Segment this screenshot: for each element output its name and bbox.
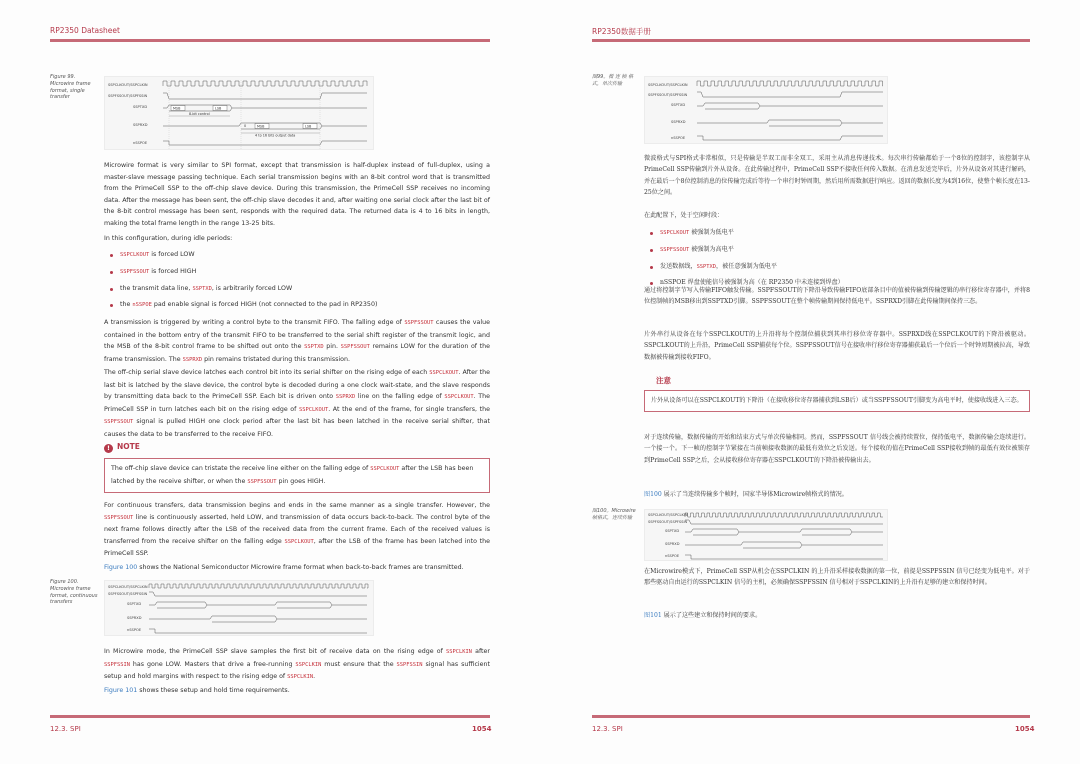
figure-100-timing-diagram xyxy=(644,509,888,561)
text-run: signal has sufficient setup and hold margins with respect to the rising edge of xyxy=(104,660,490,681)
text-run: 展示了这些建立和保持时间的要求。 xyxy=(661,612,762,619)
signal-name: SSPFSSOUT xyxy=(340,344,370,351)
signal-name: SSPFSSOUT xyxy=(104,514,134,521)
text-run: signal is pulled HIGH one clock period after the last bit has been latched in the receive serial shifter, that causes the data to be transferred to the receive FIFO. xyxy=(104,418,490,438)
list-item-text: is forced LOW xyxy=(149,251,195,258)
signal-name: SSPCLKOUT xyxy=(660,230,690,236)
footer-section: 12.3. SPI xyxy=(50,725,81,733)
list-item-text: is forced HIGH xyxy=(149,267,197,275)
list-item xyxy=(104,281,490,298)
signal-label: SSPCLKOUT/SSPCLKIN xyxy=(108,585,148,589)
figure-100-timing-diagram xyxy=(104,580,374,636)
signal-name: SSPCLKIN xyxy=(445,649,472,655)
figure-99-caption: Figure 99. Microwire frame format, single transfer xyxy=(50,74,91,101)
paragraph-figure-100-ref xyxy=(104,562,490,574)
oe-waveform xyxy=(163,141,367,145)
signal-name: SSPTXD xyxy=(192,285,212,292)
signal-label: SSPCLKOUT/SSPCLKIN xyxy=(648,83,688,87)
list-item xyxy=(644,242,1030,259)
list-item-text: 被强制为高电平 xyxy=(689,245,734,253)
figure-99-timing-diagram xyxy=(104,76,374,150)
signal-label: nSSPOE xyxy=(127,628,142,632)
signal-name: SSPCLKOUT xyxy=(120,252,150,258)
text-run: . At the end of the frame, for single transfers, the xyxy=(328,405,490,413)
paragraph-figure-101-ref xyxy=(644,610,1030,621)
signal-name: SSPCLKOUT xyxy=(429,370,459,376)
text-run: The off-chip slave device can tristate the receive line either on the falling edge of xyxy=(111,465,371,472)
list-item-text: ，被任意强制为低电平 xyxy=(716,262,777,270)
text-run: pin goes HIGH. xyxy=(276,477,326,485)
text-run: has gone LOW. Masters that drive a free-running xyxy=(129,660,296,668)
rx-data-waveform xyxy=(685,542,883,548)
text-run: A transmission is triggered by writing a control byte to the transmit FIFO. The falling edge of xyxy=(104,319,405,326)
oe-waveform xyxy=(685,555,883,559)
signal-label: SSPCLKOUT/SSPCLKIN xyxy=(648,513,688,517)
signal-name: SSPTXD xyxy=(304,344,324,351)
footer-rule xyxy=(592,715,1030,718)
rx-data-waveform xyxy=(149,616,367,622)
text-run: . xyxy=(313,673,316,681)
clock-waveform xyxy=(685,513,883,517)
footer-rule xyxy=(50,715,490,718)
signal-name: SSPCLKOUT xyxy=(444,394,474,401)
header-rule xyxy=(592,39,1030,42)
frame-select-waveform xyxy=(149,592,367,596)
paragraph-slave-sampling: 在Microwire模式下，PrimeCell SSP从机会在SSPCLKIN 的上升沿采样接收数据的第一位，前提是SSPFSSIN 信号已经变为低电平。对于那些驱动自由运行的SSPCLKIN 信号的主机，必须确保SSPFSSIN 信号相对于SSPCLKIN的上升沿有足够的建立和保持时间。 xyxy=(644,568,1030,587)
list-item xyxy=(104,297,490,314)
msb-label: MSB xyxy=(173,106,181,111)
oe-waveform xyxy=(149,629,367,633)
tx-data-waveform xyxy=(149,602,367,608)
signal-label: SSPTXD xyxy=(665,529,680,533)
note-title: NOTE xyxy=(117,442,140,451)
page-chinese xyxy=(540,0,1080,764)
text-run: , after the LSB of the frame has been latched into the PrimeCell SSP. xyxy=(104,537,490,558)
footer-section: 12.3. SPI xyxy=(592,725,623,733)
signal-name: SSPTXD xyxy=(696,263,717,270)
signal-name: SSPRXD xyxy=(182,356,203,363)
signal-label: nSSPOE xyxy=(671,136,686,140)
paragraph-microwire-intro xyxy=(104,160,490,230)
clock-waveform xyxy=(149,584,368,588)
paragraph-slave-latching xyxy=(104,367,490,441)
signal-label: nSSPOE xyxy=(133,141,148,145)
zero-bit: 0 xyxy=(244,124,247,128)
note-box xyxy=(104,458,490,493)
header-title: RP2350数据手册 xyxy=(592,27,651,36)
text-run: shows the National Semiconductor Microwire frame format when back-to-back frames are transmitted. xyxy=(137,564,464,571)
signal-label: SSPRXD xyxy=(671,120,686,124)
figure-99-svg xyxy=(105,77,375,151)
rx-data-waveform xyxy=(697,120,883,126)
clock-waveform xyxy=(697,81,883,86)
signal-label: SSPRXD xyxy=(665,542,680,546)
lsb-label: LSB xyxy=(215,106,222,111)
footer-page-number: 1054 xyxy=(472,725,492,733)
paragraph-microwire-intro: 微波格式与SPI格式非常相似，只是传输是半双工而非全双工，采用主从消息传递技术。每次串行传输都始于一个8位的控制字，该控制字从PrimeCell SSP传输到片外从设备。在此传输过程中，PrimeCell SSP不接收任何传入数据。在消息发送完毕后，片外从设备对其进行解码，并在最后一个8位控制消息的位传输完成后等待一个串行时钟周期，然后用所需数据进行响应。返回的数据长度为4到16位，使整个帧长度在13-25位之间。 xyxy=(644,155,1030,197)
idle-list xyxy=(104,247,490,314)
text-run: . The PrimeCell SSP in turn latches each bit on the rising edge of xyxy=(104,393,490,413)
text-run: must ensure that the xyxy=(321,660,397,668)
signal-name: SSPCLKOUT xyxy=(370,466,400,472)
figure-100-svg xyxy=(105,581,375,637)
text-run: In Microwire mode, the PrimeCell SSP slave samples the first bit of receive data on the rising edge of xyxy=(104,648,446,655)
list-item-text: nSSPOE 焊盘使能信号被强制为高（在 RP2350 中未连接到焊盘） xyxy=(660,279,844,287)
signal-name: SSPFSSOUT xyxy=(660,246,690,253)
signal-label: SSPRXD xyxy=(133,123,148,127)
list-item-text: pad enable signal is forced HIGH (not connected to the pad in RP2350) xyxy=(151,301,378,309)
alert-icon: ! xyxy=(104,444,113,453)
list-item xyxy=(644,259,1030,276)
control-note: 8-bit control xyxy=(189,112,210,116)
list-item-text: the transmit data line, xyxy=(120,284,193,292)
rx-msb-label: MSB xyxy=(257,124,265,129)
text-line: master-slave message passing technique. Each serial transmission begins with an 8-bit control word that is transmitted xyxy=(104,173,490,181)
list-item xyxy=(104,264,490,281)
figure-101-link[interactable]: Figure 101 xyxy=(104,687,138,694)
figure-99-caption: 图99。微 连 帧 格式，单次传输 xyxy=(592,74,634,87)
signal-label: SSPCLKOUT/SSPCLKIN xyxy=(108,83,148,87)
paragraph-figure-100-ref xyxy=(644,489,1030,500)
text-line: data. After the message has been sent, the off-chip slave decodes it and, after waiting one serial clock after the last bit xyxy=(104,196,482,204)
frame-select-waveform xyxy=(163,93,367,99)
text-line: from the PrimeCell SSP to the off-chip slave device. During this transmission, the PrimeCell SSP receives no incoming xyxy=(104,185,490,193)
text-line: making the total frame length in the range 13-25 bits. xyxy=(104,219,276,227)
text-run: pin remains tristated during this transmission. xyxy=(202,355,350,363)
signal-label: SSPFSSOUT/SSPFSSIN xyxy=(108,592,148,596)
tx-data-waveform xyxy=(685,529,883,535)
figure-100-link[interactable]: Figure 100 xyxy=(104,564,138,571)
text-run: line is continuously asserted, held LOW, and transmission of data occurs back-to-back. The control byte of the next frame follows directly after the LSB of the received data from the current frame. Each of the received values is transferred from the receive shifter on the falling edge xyxy=(104,513,490,545)
signal-name: SSPCLKOUT xyxy=(298,406,329,413)
text-line: Microwire format is very similar to SPI format, except that transmission is half-duplex instead of full-duplex, using a xyxy=(104,162,490,169)
signal-label: SSPFSSOUT/SSPFSSIN xyxy=(108,94,148,98)
text-run: For continuous transfers, data transmission begins and ends in the same manner as a single transfer. However, the xyxy=(104,502,490,509)
header-rule xyxy=(50,39,490,42)
figure-101-link[interactable]: 图101 xyxy=(644,612,662,619)
signal-name: SSPFSSOUT xyxy=(104,419,134,426)
figure-100-caption: 图100。Microwire 帧格式，连续传输 xyxy=(592,508,636,521)
list-item-text: , is arbitrarily forced LOW xyxy=(211,284,293,292)
note-heading: 注意 xyxy=(656,376,671,385)
signal-name: SSPFSSOUT xyxy=(404,320,434,326)
signal-name: SSPFSSIN xyxy=(396,661,423,668)
signal-name: SSPFSSOUT xyxy=(247,478,277,485)
note-box: 片外从设备可以在SSPCLKOUT的下降沿（在接收移位寄存器捕获到LSB后）或当SSPFSSOUT引脚变为高电平时，使接收线进入三态。 xyxy=(644,390,1030,412)
list-item-text: 被强制为低电平 xyxy=(689,229,734,236)
tx-data-waveform xyxy=(163,105,367,111)
figure-99-timing-diagram xyxy=(644,76,888,144)
signal-label: SSPRXD xyxy=(127,616,142,620)
signal-name: SSPFSSIN xyxy=(104,661,130,668)
frame-select-waveform xyxy=(685,520,883,524)
paragraph-idle-intro: In this configuration, during idle periods: xyxy=(104,235,233,242)
list-item-text: the xyxy=(120,301,133,309)
text-line: of the 8-bit control message has been sent, responds with the required data. The returned data is 4 to 16 bits in length, xyxy=(104,196,490,216)
tx-data-waveform xyxy=(697,103,883,109)
footer-page-number: 1054 xyxy=(1015,725,1035,733)
paragraph-continuous-transfers: 对于连续传输，数据传输的开始和结束方式与单次传输相同。然而，SSPFSSOUT 信号线会被持续置位，保持低电平，数据传输会连续进行。一个接一个。下一帧的控制字节紧接在当前帧接收数据的最低有效位之后发送。每个接收的值在PrimeCell SSP接收到帧的最低有效位被锁存到PrimeCell SSP之后，会从接收移位寄存器在SSPCLKOUT的下降沿被传输出去。 xyxy=(644,434,1030,464)
list-item xyxy=(644,225,1030,242)
paragraph-figure-101-ref xyxy=(104,685,490,697)
figure-100-link[interactable]: 图100 xyxy=(644,491,662,498)
note-heading xyxy=(104,442,140,453)
signal-label: SSPFSSOUT/SSPFSSIN xyxy=(648,520,688,524)
text-run: after xyxy=(471,648,490,655)
paragraph-transmission-trigger xyxy=(104,317,490,366)
frame-select-waveform xyxy=(697,92,883,97)
list-item xyxy=(104,247,490,264)
signal-name: SSPRXD xyxy=(335,394,356,401)
text-run: The off-chip serial slave device latches each control bit into its serial shifter on the rising edge of each xyxy=(104,369,430,376)
paragraph-continuous-transfers xyxy=(104,500,490,560)
list-item-text: 发送数据线， xyxy=(660,262,697,270)
paragraph-slave-latching: 片外串行从设备在每个SSPCLKOUT的上升沿将每个控制位捕获到其串行移位寄存器中。SSPRXD线在SSPCLKOUT的下降沿被驱动。SSPCLKOUT的上升沿，PrimeCell SSP捕获每个位。SSPFSSOUT信号在接收串行移位寄存器捕获最后一个位后一个时钟周期被拉高，导致数据被传输到接收FIFO。 xyxy=(644,331,1030,361)
text-run: after the LSB has been latched by the receive shifter, or when the xyxy=(111,465,474,485)
text-run: 展示了当连续传输多个帧时，国家半导体Microwire帧格式的情况。 xyxy=(661,491,848,498)
clock-waveform xyxy=(163,81,367,86)
text-run: remains LOW for the duration of the frame transmission. The xyxy=(104,343,490,363)
text-run: . After the last bit is latched by the slave device, the control byte is decoded during a one clock wait-state, and the slave responds by transmitting data back to the PrimeCell SSP. Each bit is driven onto xyxy=(104,369,491,401)
figure-99-svg xyxy=(645,77,889,145)
signal-label: SSPTXD xyxy=(127,602,142,606)
signal-label: SSPTXD xyxy=(133,105,148,109)
text-run: shows these setup and hold time requirements. xyxy=(137,687,290,694)
paragraph-slave-sampling xyxy=(104,646,490,684)
header-title: RP2350 Datasheet xyxy=(50,26,120,35)
signal-name: SSPCLKIN xyxy=(295,661,322,668)
signal-label: SSPFSSOUT/SSPFSSIN xyxy=(648,93,688,97)
oe-waveform xyxy=(697,136,883,140)
text-run: causes the value contained in the bottom entry of the transmit FIFO to be transferred to the serial shift register of the transmit logic, and the MSB of the 8-bit control frame to be shifted out onto the xyxy=(104,319,491,351)
signal-label: SSPTXD xyxy=(671,103,686,107)
paragraph-idle-intro: 在此配置下，处于空闲时段： xyxy=(644,212,724,219)
rx-lsb-label: LSB xyxy=(305,124,312,129)
data-note: 4 to 16 bits output data xyxy=(255,133,296,138)
figure-100-svg xyxy=(645,510,889,562)
text-run: line on the falling edge of xyxy=(355,393,445,401)
idle-list xyxy=(644,225,1030,292)
figure-100-caption: Figure 100. Microwire frame format, continuous transfers xyxy=(50,579,98,606)
signal-label: nSSPOE xyxy=(665,554,680,558)
signal-name: SSPFSSOUT xyxy=(120,268,150,275)
signal-name: SSPCLKIN xyxy=(287,674,314,681)
paragraph-transmission-trigger: 通过将控制字节写入传输FIFO触发传输。SSPFSSOUT的下降沿导致传输FIFO底部条目中的值被传输到传输逻辑的串行移位寄存器中，并将8位控制帧的MSB移出到SSPTXD引脚。SSPFSSOUT在整个帧传输期间保持低电平。SSPRXD引脚在此传输期间保持三态。 xyxy=(644,287,1030,306)
signal-name: SSPCLKOUT xyxy=(284,538,314,545)
text-run: pin. xyxy=(323,343,341,351)
signal-name: nSSPOE xyxy=(132,302,152,309)
